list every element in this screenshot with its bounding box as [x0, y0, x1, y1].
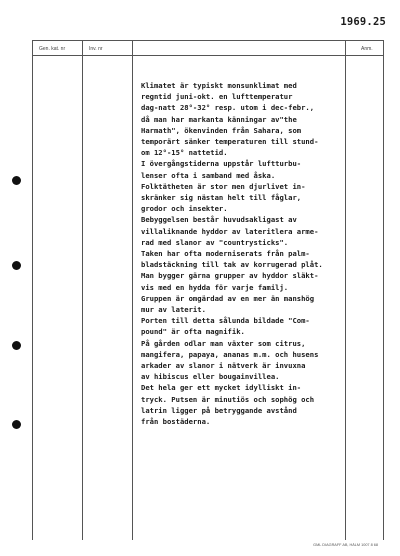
text-line: temporärt sänker temperaturen till stund-: [141, 137, 319, 147]
text-line: villaliknande hyddor av lateritlera arme-: [141, 226, 319, 236]
column-rule-text-left: [132, 40, 133, 540]
text-line: Porten till detta sålunda bildade "Com-: [141, 316, 310, 326]
text-line: om 12°-15° nattetid.: [141, 148, 228, 158]
column-rule-right: [383, 40, 384, 540]
text-line: arkader av slanor i nätverk är invuxna: [141, 361, 306, 371]
year-label: 1969.25: [340, 16, 386, 28]
header-anm: Anm.: [361, 46, 373, 52]
text-line: lenser ofta i samband med åska.: [141, 170, 276, 180]
printer-mark: GML DIAGRAFF AB, HÄLM 1007 8 68: [313, 543, 378, 547]
text-line: latrin ligger på betryggande avstånd: [141, 405, 297, 415]
text-line: Harmath", ökenvinden från Sahara, som: [141, 125, 302, 135]
header-gen-kat-nr: Gen. kat. nr: [39, 46, 66, 52]
text-line: I övergångstiderna uppstår luftturbu-: [141, 159, 302, 169]
punch-hole-3: [12, 341, 21, 350]
punch-hole-4: [12, 420, 21, 429]
text-line: skränker sig nästan helt till fåglar,: [141, 193, 302, 203]
header-inv-nr: Inv. nr: [89, 46, 103, 52]
text-line: Bebyggelsen består huvudsakligast av: [141, 215, 297, 225]
text-line: mur av laterit.: [141, 305, 206, 315]
text-line: grodor och insekter.: [141, 204, 228, 214]
text-line: regntid juni-okt. en lufttemperatur: [141, 92, 293, 102]
text-line: av hibiscus eller bougainvillea.: [141, 372, 280, 382]
punch-hole-2: [12, 261, 21, 270]
text-line: dag-natt 28°-32° resp. utom i dec-febr.,: [141, 103, 315, 113]
text-line: Klimatet är typiskt monsunklimat med: [141, 81, 297, 90]
text-line: bladstäckning till tak av korrugerad plåt.: [141, 260, 323, 270]
text-line: tryck. Putsen är minutiös och sophög och: [141, 394, 315, 404]
text-line: vis med en hydda för varje familj.: [141, 282, 289, 292]
column-header-row: [32, 40, 384, 56]
text-line: mangifera, papaya, ananas m.m. och husens: [141, 349, 319, 359]
text-line: Folktätheten är stor men djurlivet in-: [141, 181, 306, 191]
text-line: från bostäderna.: [141, 417, 211, 427]
text-line: pound" är ofta magnifik.: [141, 327, 245, 337]
text-line: På gården odlar man växter som citrus,: [141, 338, 306, 348]
text-line: Gruppen är omgärdad av en mer än manshög: [141, 293, 315, 303]
text-line: Taken har ofta moderniserats från palm-: [141, 249, 310, 259]
card-body-text: [141, 80, 351, 427]
column-rule-left: [32, 40, 33, 540]
column-rule-inv: [82, 40, 83, 540]
text-line: då man har markanta känningar av"the: [141, 114, 297, 124]
text-line: rad med slanor av "countrysticks".: [141, 237, 289, 247]
punch-hole-1: [12, 176, 21, 185]
text-line: Det hela ger ett mycket idylliskt in-: [141, 383, 302, 393]
text-line: Man bygger gärna grupper av hyddor släkt-: [141, 271, 319, 281]
